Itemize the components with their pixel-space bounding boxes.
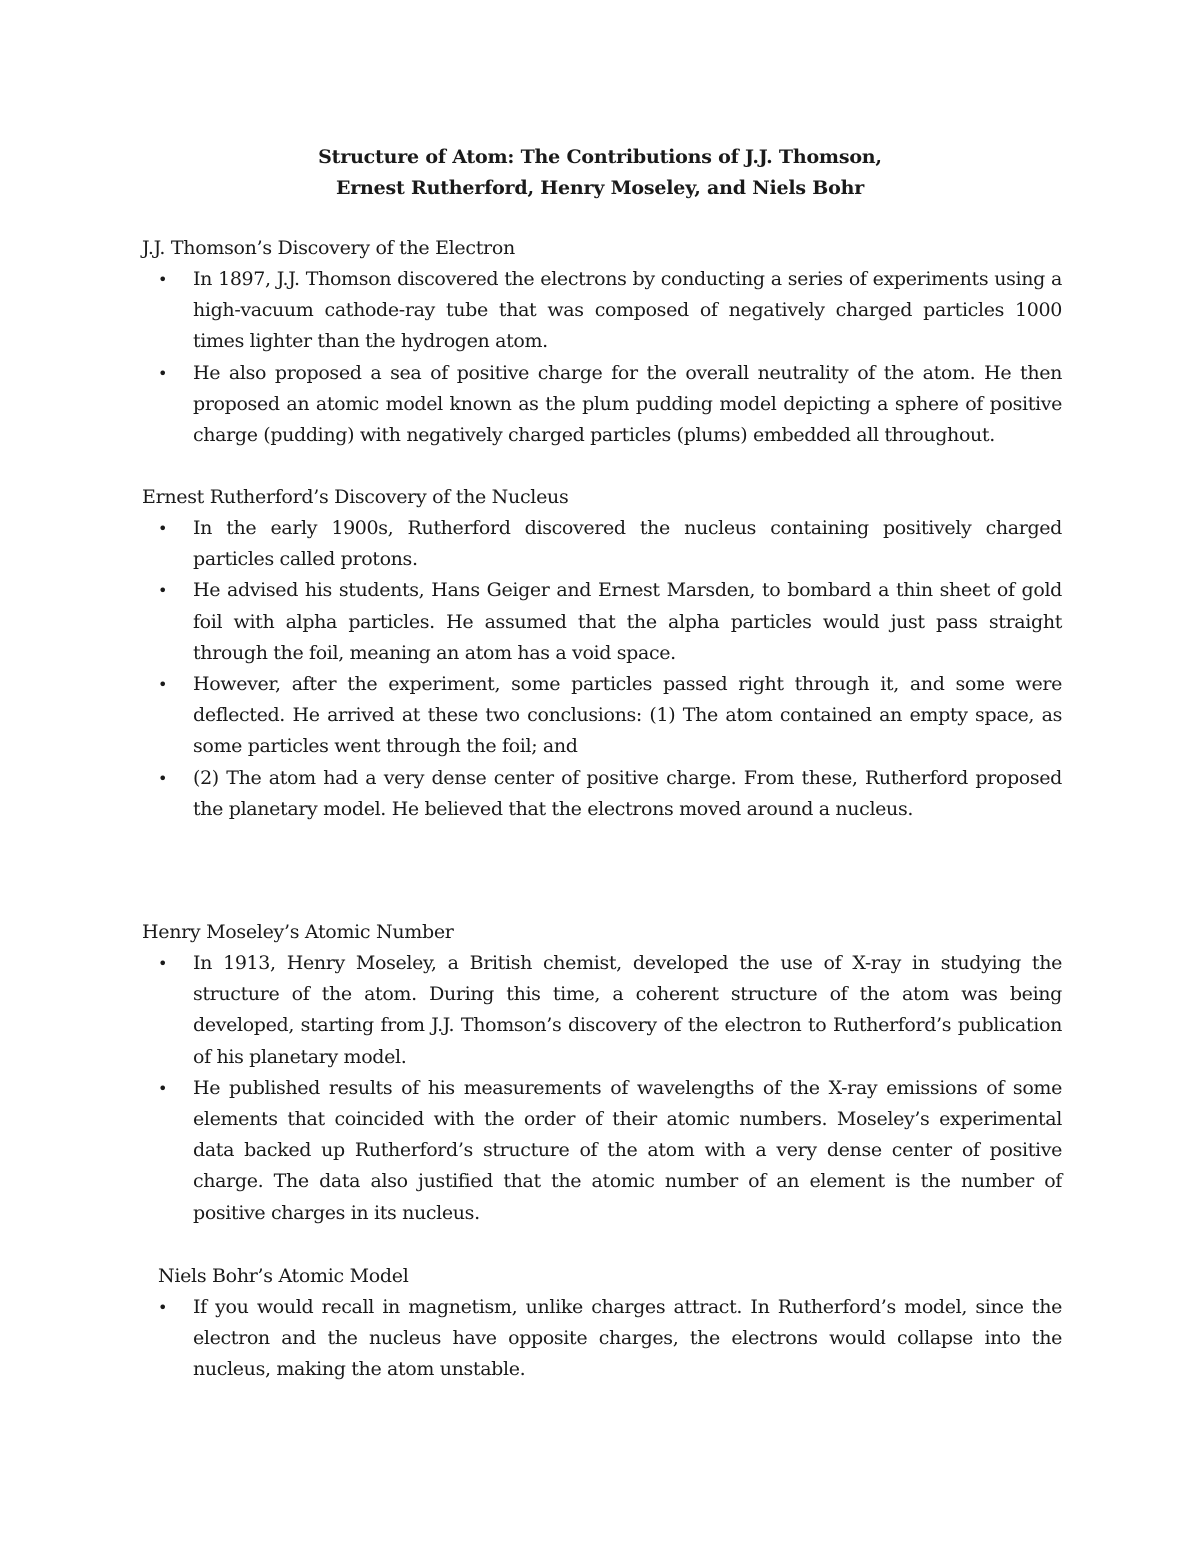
list-item-text: In the early 1900s, Rutherford discovered the nucleus containing positively charged particles called protons. xyxy=(193,517,1062,571)
title-line-2: Ernest Rutherford, Henry Moseley, and Niels Bohr xyxy=(335,177,865,199)
list-item xyxy=(142,1073,1062,1229)
bullet-icon: • xyxy=(158,1298,168,1317)
list-item-text: (2) The atom had a very dense center of positive charge. From these, Rutherford proposed the planetary model. He believed that the electrons moved around a nucleus. xyxy=(193,766,1062,820)
section-heading: Ernest Rutherford’s Discovery of the Nucleus xyxy=(142,486,569,508)
section-heading: Henry Moseley’s Atomic Number xyxy=(142,921,454,943)
bullet-icon: • xyxy=(158,954,168,973)
section-heading: Niels Bohr’s Atomic Model xyxy=(158,1265,409,1287)
list-item xyxy=(142,358,1062,452)
list-item xyxy=(142,763,1062,825)
list-item xyxy=(142,513,1062,575)
list-item xyxy=(142,575,1062,669)
title-line-1: Structure of Atom: The Contributions of J.J. Thomson, xyxy=(318,146,882,168)
list-item xyxy=(142,948,1062,1073)
bullet-icon: • xyxy=(158,675,168,695)
bullet-icon: • xyxy=(158,581,168,601)
bullet-icon: • xyxy=(158,363,168,383)
section-heading: J.J. Thomson’s Discovery of the Electron xyxy=(142,237,515,259)
list-item-text: He published results of his measurements of wavelengths of the X-ray emissions of some elements that coincided with the order of their atomic numbers. Moseley’s experimental data backed up Rutherford’s structure of the atom with a very dense center of positive charge. The data also justified that the atomic number of an element is the number of positive charges in its nucleus. xyxy=(193,1076,1062,1224)
bullet-icon: • xyxy=(158,768,168,788)
bullet-icon: • xyxy=(158,1078,168,1098)
bullet-list xyxy=(142,948,1062,1229)
list-item-text: He advised his students, Hans Geiger and Ernest Marsden, to bombard a thin sheet of gold foil with alpha particles. He assumed that the alpha particles would just pass straight through the foil, meaning an atom has a void space. xyxy=(193,579,1062,664)
list-item-text: If you would recall in magnetism, unlike charges attract. In Rutherford’s model, since the electron and the nucleus have opposite charges, the electrons would collapse into the nucleus, making the atom unstable. xyxy=(193,1296,1062,1381)
bullet-list xyxy=(142,513,1062,825)
document-title xyxy=(0,142,1200,204)
section-thomson xyxy=(142,233,1062,451)
list-item xyxy=(142,264,1062,358)
list-item-text: In 1913, Henry Moseley, a British chemist, developed the use of X-ray in studying the structure of the atom. During this time, a coherent structure of the atom was being developed, starting from J.J. Thomson’s discovery of the electron to Rutherford’s publication of his planetary model. xyxy=(193,952,1062,1068)
list-item-text: He also proposed a sea of positive charge for the overall neutrality of the atom. He then proposed an atomic model known as the plum pudding model depicting a sphere of positive charge (pudding) with negatively charged particles (plums) embedded all throughout. xyxy=(193,361,1062,447)
list-item-text: In 1897, J.J. Thomson discovered the electrons by conducting a series of experiments using a high-vacuum cathode-ray tube that was composed of negatively charged particles 1000 times lighter than the hydrogen atom. xyxy=(193,268,1062,353)
bullet-icon: • xyxy=(158,519,168,538)
bullet-list xyxy=(158,1292,1062,1386)
section-bohr xyxy=(158,1261,1062,1386)
section-moseley xyxy=(142,917,1062,1229)
section-rutherford xyxy=(142,482,1062,825)
bullet-icon: • xyxy=(158,270,168,289)
list-item xyxy=(142,669,1062,763)
list-item xyxy=(158,1292,1062,1386)
bullet-list xyxy=(142,264,1062,451)
list-item-text: However, after the experiment, some particles passed right through it, and some were deflected. He arrived at these two conclusions: (1) The atom contained an empty space, as some particles went through the foil; and xyxy=(193,673,1062,758)
